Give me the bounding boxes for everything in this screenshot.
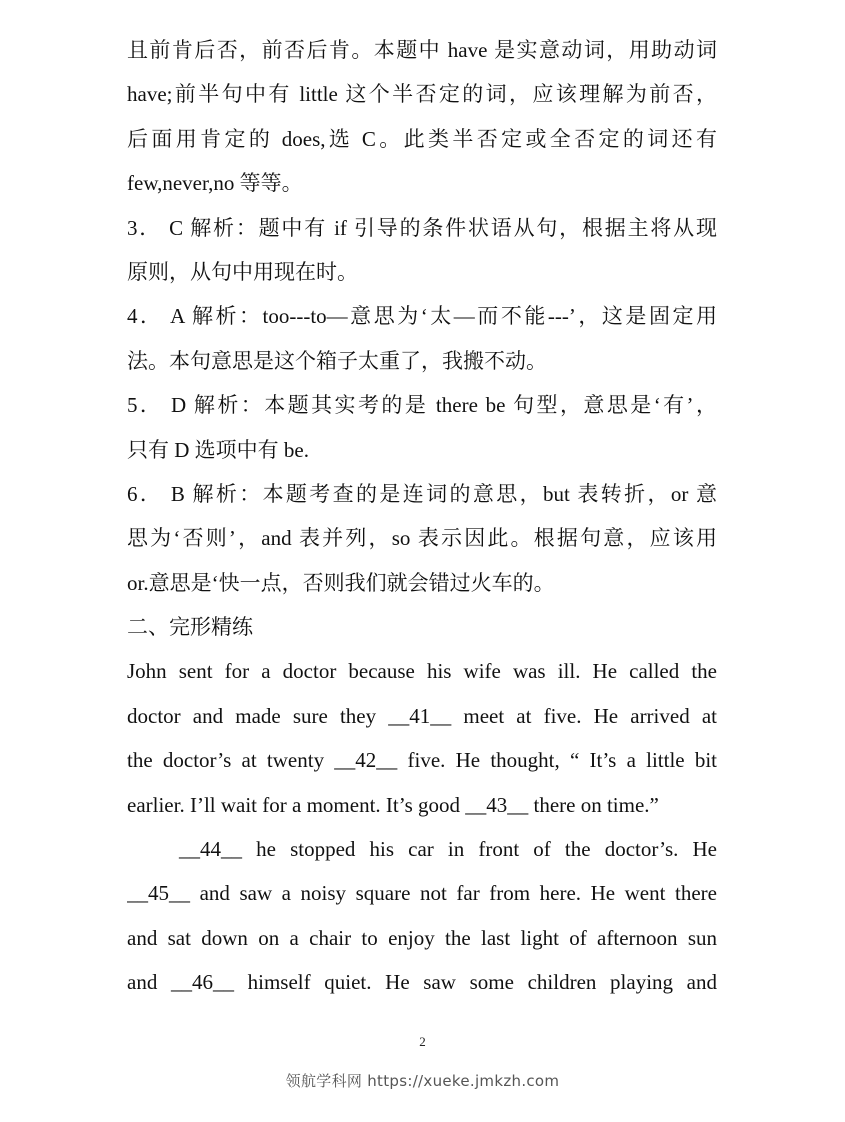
answer-3-line: 原则，从句中用现在时。 <box>127 259 358 284</box>
cloze-passage-line: __45__ and saw a noisy square not far from here. He went there <box>127 881 717 906</box>
cloze-passage-line: and sat down on a chair to enjoy the last light of afternoon sun <box>127 925 717 950</box>
cloze-passage-line: doctor and made sure they __41__ meet at five. He arrived at <box>127 703 717 728</box>
answer-5-line: 5． D 解析：本题其实考的是 there be 句型，意思是‘有’， <box>127 393 717 418</box>
cloze-passage-line: and __46__ himself quiet. He saw some children playing and <box>127 970 717 995</box>
page-number: 2 <box>419 1034 426 1049</box>
answer-explanation-line: few,never,no 等等。 <box>127 171 303 196</box>
answer-6-line: 6． B 解析：本题考查的是连词的意思，but 表转折，or 意 <box>127 481 717 506</box>
cloze-passage-line: __44__ he stopped his car in front of the doctor’s. He <box>179 837 717 862</box>
section-heading: 二、完形精练 <box>127 615 253 640</box>
answer-4-line: 4． A 解析：too---to—意思为‘太—而不能---’，这是固定用 <box>127 304 717 329</box>
answer-6-line: 思为‘否则’，and 表并列，so 表示因此。根据句意，应该用 <box>127 526 717 551</box>
cloze-passage-line: earlier. I’ll wait for a moment. It’s good __43__ there on time.” <box>127 792 659 817</box>
answer-3-line: 3． C 解析：题中有 if 引导的条件状语从句，根据主将从现 <box>127 215 717 240</box>
answer-explanation-line: 且前肯后否，前否后肯。本题中 have 是实意动词，用助动词 <box>127 38 717 62</box>
footer-watermark: 领航学科网 https://xueke.jmkzh.com <box>285 1072 560 1090</box>
cloze-passage-line: John sent for a doctor because his wife was ill. He called the <box>127 659 717 684</box>
answer-4-line: 法。本句意思是这个箱子太重了，我搬不动。 <box>127 348 547 373</box>
document-body <box>127 28 717 1005</box>
answer-6-line: or.意思是‘快一点，否则我们就会错过火车的。 <box>127 570 555 595</box>
cloze-passage-line: the doctor’s at twenty __42__ five. He thought, “ It’s a little bit <box>127 748 717 773</box>
answer-explanation-line: have;前半句中有 little 这个半否定的词，应该理解为前否， <box>127 82 717 107</box>
answer-5-line: 只有 D 选项中有 be. <box>127 437 309 462</box>
answer-explanation-line: 后面用肯定的 does,选 C。此类半否定或全否定的词还有 <box>127 126 717 151</box>
